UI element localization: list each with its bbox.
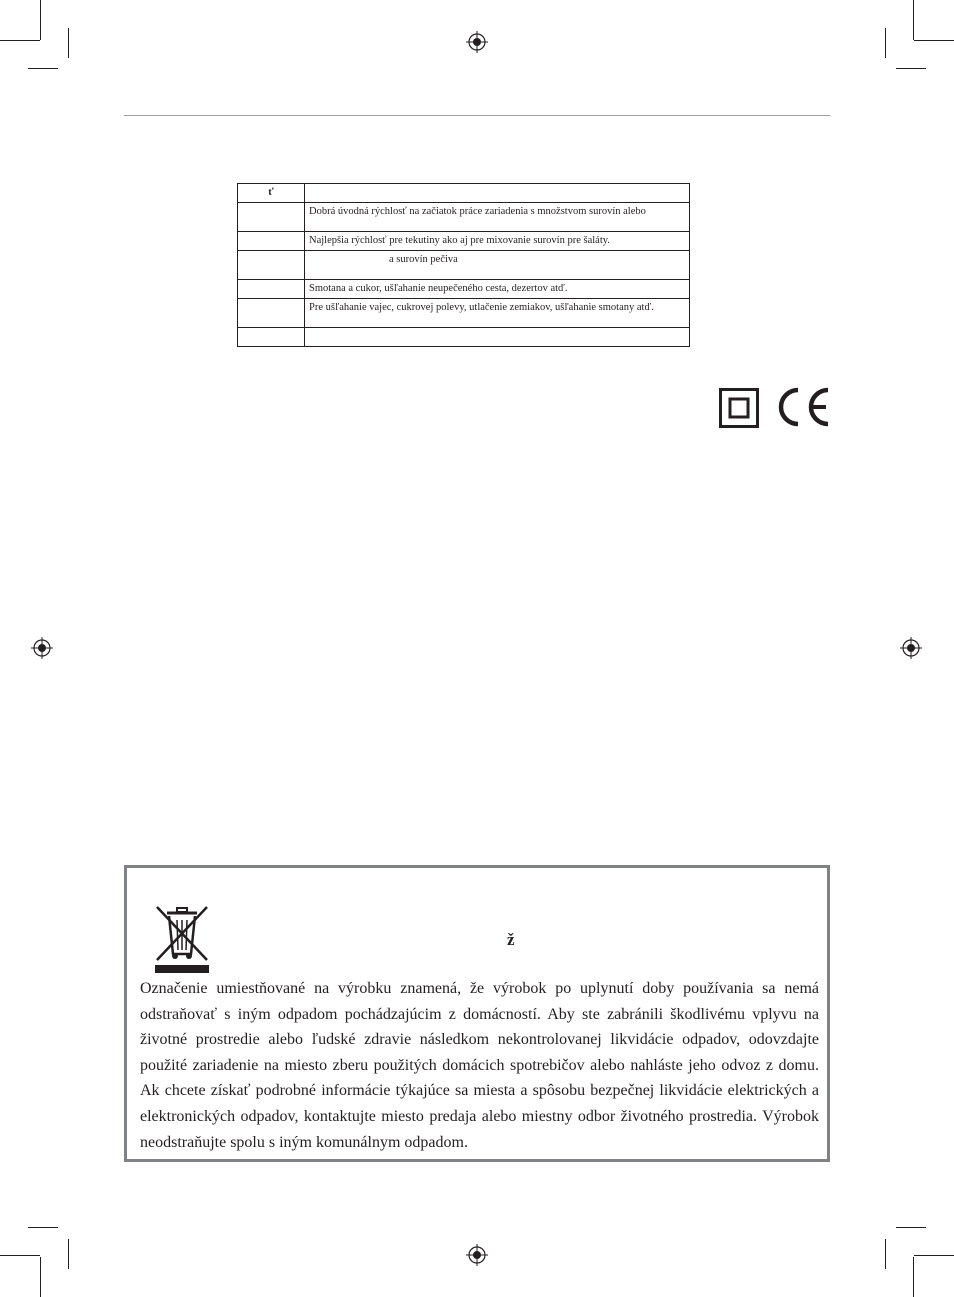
weee-paragraph: Označenie umiestňované na výrobku znamená, že výrobok po uplynutí doby používania sa nemá odstraňovať s iným odpadom pochádzajúcim z domácností. Aby ste zabránili škodlivému vplyvu na životné prostredie alebo ľudské zdravie následkom nekontrolovanej likvidácie odpadov, odovzdajte použité zariadenie na miesto zberu použitých domácich spotrebičov alebo nahláste jeho odvoz z domu. Ak chcete získať podrobné informácie týkajúce sa miesta a spôsobu bezpečnej likvidácie elektrických a elektronických odpadov, kontaktujte miesto predaja alebo miestny odbor životného prostredia. Výrobok neodstraňujte spolu s iným komunálnym odpadom. <box>140 980 819 1151</box>
crop-mark <box>896 68 926 69</box>
speed-cell <box>238 251 305 280</box>
description-cell: Najlepšia rýchlosť pre tekutiny ako aj pre mixovanie surovín pre šaláty. <box>305 232 690 251</box>
registration-mark-icon <box>31 637 53 659</box>
weee-title: ž <box>507 930 515 949</box>
speed-cell <box>238 203 305 232</box>
double-square-icon <box>719 388 759 428</box>
crop-mark <box>885 28 886 58</box>
crop-mark <box>40 1257 41 1297</box>
crop-mark <box>913 1257 914 1297</box>
ce-mark-icon <box>776 386 831 428</box>
crop-mark <box>28 68 58 69</box>
crop-mark <box>28 1227 58 1228</box>
table-row <box>238 184 690 203</box>
crossed-bin-icon <box>153 904 211 974</box>
table-row <box>238 203 690 232</box>
crop-mark <box>885 1239 886 1269</box>
speed-cell <box>238 280 305 299</box>
speed-cell <box>238 299 305 328</box>
description-cell: Pre ušľahanie vajec, cukrovej polevy, utlačenie zemiakov, ušľahanie smotany atď. <box>305 299 690 328</box>
registration-mark-icon <box>466 31 488 53</box>
table-row <box>238 280 690 299</box>
crop-mark <box>68 28 69 58</box>
header-rule <box>124 115 830 116</box>
speed-cell: ť <box>238 184 305 203</box>
registration-mark-icon <box>466 1244 488 1266</box>
speed-cell <box>238 232 305 251</box>
crop-mark <box>40 0 41 40</box>
crop-mark <box>914 40 954 41</box>
description-cell <box>305 184 690 203</box>
table-row <box>238 251 690 280</box>
description-cell <box>305 251 690 280</box>
description-text: a surovín pečiva <box>389 254 458 265</box>
description-cell: Smotana a cukor, ušľahanie neupečeného cesta, dezertov atď. <box>305 280 690 299</box>
table-row <box>238 232 690 251</box>
crop-mark <box>896 1227 926 1228</box>
registration-mark-icon <box>900 637 922 659</box>
crop-mark <box>914 1255 954 1256</box>
crop-mark <box>68 1239 69 1269</box>
speed-table <box>237 183 690 347</box>
speed-cell <box>238 328 305 347</box>
crop-mark <box>913 0 914 40</box>
table-row <box>238 299 690 328</box>
description-cell <box>305 328 690 347</box>
crop-mark <box>0 1255 40 1256</box>
weee-notice-box <box>124 865 830 1162</box>
crop-mark <box>0 40 40 41</box>
description-cell: Dobrá úvodná rýchlosť na začiatok práce zariadenia s množstvom surovín alebo <box>305 203 690 232</box>
table-row <box>238 328 690 347</box>
